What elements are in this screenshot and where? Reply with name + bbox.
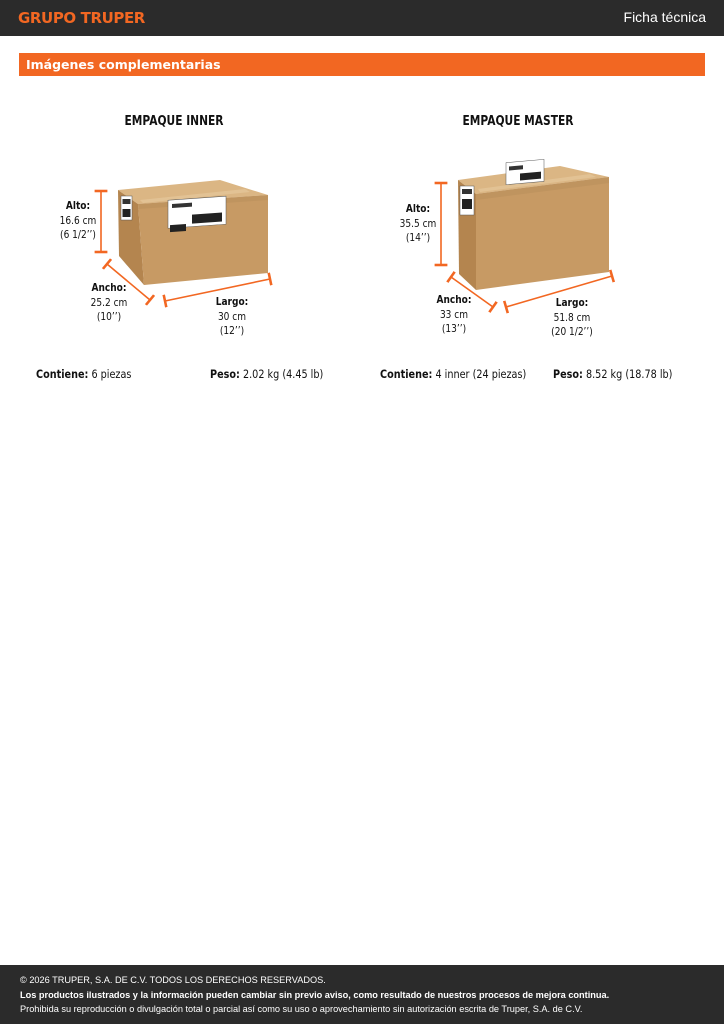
brand-logo: GRUPO TRUPER: [18, 9, 145, 27]
master-height-imperial: (14’’): [405, 231, 431, 244]
inner-length-metric: 30 cm: [217, 309, 247, 323]
inner-height-caption: Alto:: [65, 199, 91, 212]
inner-weight-label: Peso:: [210, 367, 240, 381]
master-title: EMPAQUE MASTER: [462, 114, 574, 129]
master-contents: [380, 367, 526, 381]
master-height-caption: Alto:: [405, 202, 431, 215]
footer-prohibition: Prohibida su reproducción o divulgación total o parcial así como su uso o aprovechamiento sin autorización escrita de Truper, S.A. de C.V.: [20, 1004, 583, 1014]
master-width-metric: 33 cm: [439, 307, 469, 321]
inner-contents-label: Contiene:: [36, 367, 89, 381]
inner-box-image: [118, 180, 268, 285]
inner-height-label: [45, 199, 111, 243]
master-contents-label: Contiene:: [380, 367, 433, 381]
master-contents-value: 4 inner (24 piezas): [435, 367, 527, 381]
inner-contents-value: 6 piezas: [91, 367, 132, 381]
inner-contents: [36, 367, 131, 381]
document-type-label: Ficha técnica: [623, 9, 706, 25]
inner-weight: [210, 367, 323, 381]
master-width-label: [421, 293, 487, 337]
master-length-label: [539, 296, 605, 340]
master-length-metric: 51.8 cm: [553, 310, 591, 324]
inner-height-metric: 16.6 cm: [59, 213, 97, 227]
inner-height-imperial: (6 1/2’’): [60, 228, 96, 241]
master-length-caption: Largo:: [555, 296, 589, 309]
master-height-label: [385, 202, 451, 246]
master-height-metric: 35.5 cm: [399, 216, 437, 230]
inner-length-imperial: (12’’): [219, 324, 245, 337]
master-weight: [553, 367, 672, 381]
master-length-imperial: (20 1/2’’): [551, 325, 593, 338]
master-weight-value: 8.52 kg (18.78 lb): [585, 367, 673, 381]
master-box-image: [458, 159, 609, 290]
inner-length-caption: Largo:: [215, 295, 249, 308]
footer-notice: Los productos ilustrados y la información pueden cambiar sin previo aviso, como resultado de nuestros procesos de mejora continua.: [20, 990, 610, 1000]
master-width-caption: Ancho:: [436, 293, 472, 306]
footer: [0, 965, 724, 1024]
inner-title: EMPAQUE INNER: [124, 114, 224, 129]
inner-width-metric: 25.2 cm: [90, 295, 128, 309]
footer-copyright: © 2026 TRUPER, S.A. DE C.V. TODOS LOS DERECHOS RESERVADOS.: [20, 975, 326, 985]
inner-width-caption: Ancho:: [91, 281, 127, 294]
inner-weight-value: 2.02 kg (4.45 lb): [242, 367, 324, 381]
master-weight-label: Peso:: [553, 367, 583, 381]
inner-width-label: [76, 281, 142, 325]
master-width-imperial: (13’’): [441, 322, 467, 335]
inner-width-imperial: (10’’): [96, 310, 122, 323]
inner-length-label: [199, 295, 265, 339]
section-title: Imágenes complementarias: [26, 57, 221, 72]
